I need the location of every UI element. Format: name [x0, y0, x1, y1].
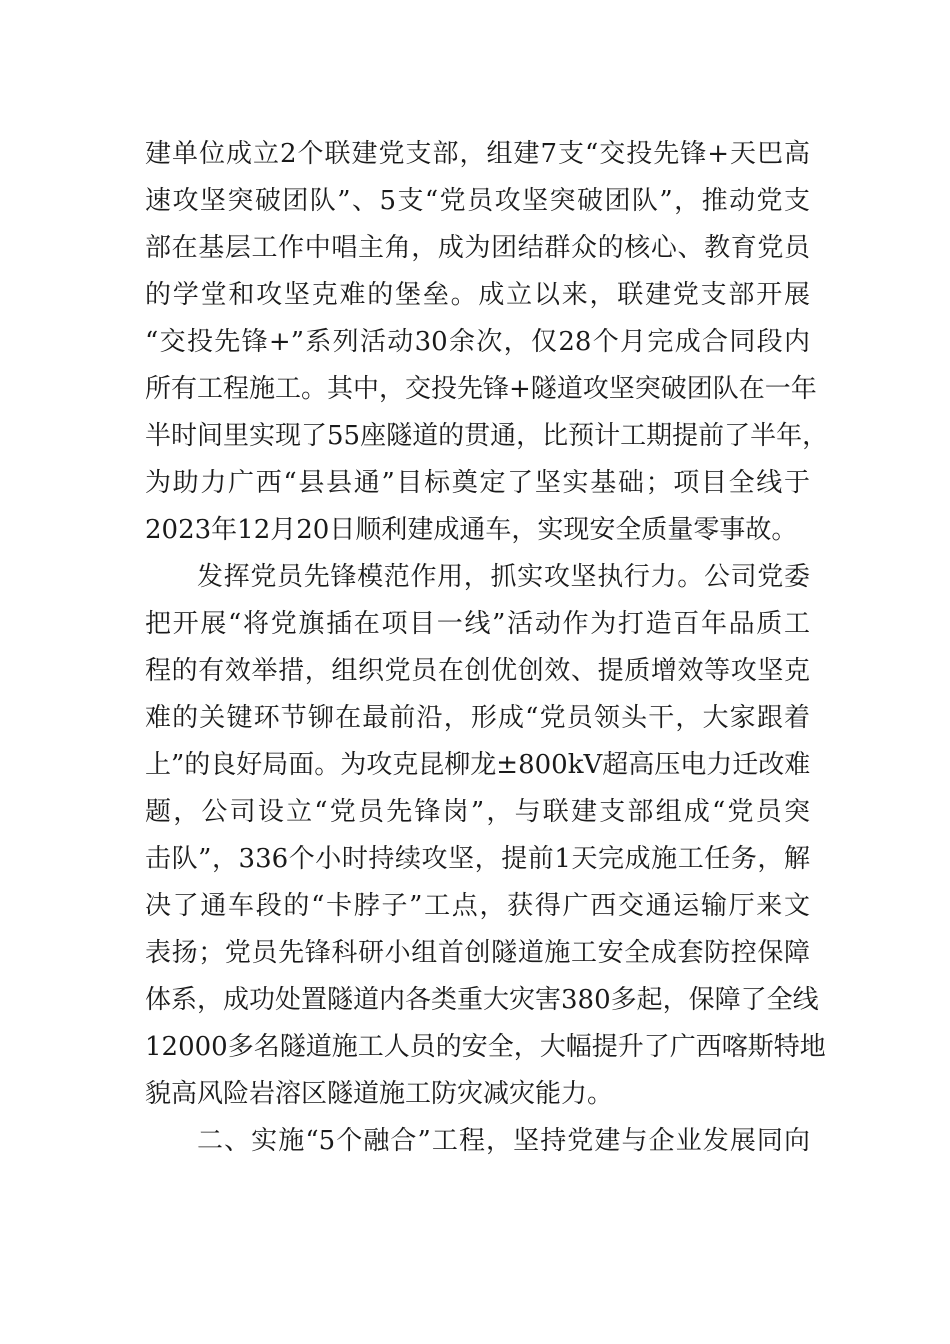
paragraph-line: 半时间里实现了55座隧道的贯通，比预计工期提前了半年， — [145, 421, 829, 451]
paragraph-line: 决了通车段的“卡脖子”工点，获得广西交通运输厅来文 — [145, 891, 810, 921]
paragraph-line: 貌高风险岩溶区隧道施工防灾减灾能力。 — [145, 1079, 614, 1109]
paragraph-line: 表扬；党员先锋科研小组首创隧道施工安全成套防控保障 — [145, 938, 810, 968]
paragraph-line: 部在基层工作中唱主角，成为团结群众的核心、教育党员 — [145, 233, 810, 263]
paragraph-line: 击队”，336个小时持续攻坚，提前1天完成施工任务，解 — [145, 844, 810, 874]
paragraph-line: 上”的良好局面。为攻克昆柳龙±800kV超高压电力迁改难 — [145, 750, 811, 780]
paragraph-line: 为助力广西“县县通”目标奠定了坚实基础；项目全线于 — [145, 468, 810, 498]
paragraph-line: 速攻坚突破团队”、5支“党员攻坚突破团队”，推动党支 — [145, 186, 810, 216]
paragraph-line: 2023年12月20日顺利建成通车，实现安全质量零事故。 — [145, 515, 798, 545]
paragraph-line: 所有工程施工。其中，交投先锋+隧道攻坚突破团队在一年 — [145, 374, 817, 404]
paragraph-line: 发挥党员先锋模范作用，抓实攻坚执行力。公司党委 — [197, 562, 810, 592]
paragraph-line: 12000多名隧道施工人员的安全，大幅提升了广西喀斯特地 — [145, 1032, 826, 1062]
section-heading-line: 二、实施“5个融合”工程，坚持党建与企业发展同向 — [197, 1126, 810, 1156]
paragraph-line: 把开展“将党旗插在项目一线”活动作为打造百年品质工 — [145, 609, 810, 639]
paragraph-line: 程的有效举措，组织党员在创优创效、提质增效等攻坚克 — [145, 656, 810, 686]
paragraph-line: 建单位成立2个联建党支部，组建7支“交投先锋+天巴高 — [145, 139, 810, 169]
paragraph-line: “交投先锋+”系列活动30余次，仅28个月完成合同段内 — [145, 327, 810, 357]
paragraph-line: 题，公司设立“党员先锋岗”，与联建支部组成“党员突 — [145, 797, 810, 827]
paragraph-line: 体系，成功处置隧道内各类重大灾害380多起，保障了全线 — [145, 985, 819, 1015]
paragraph-line: 难的关键环节铆在最前沿，形成“党员领头干，大家跟着 — [145, 703, 810, 733]
paragraph-line: 的学堂和攻坚克难的堡垒。成立以来，联建党支部开展 — [145, 280, 810, 310]
